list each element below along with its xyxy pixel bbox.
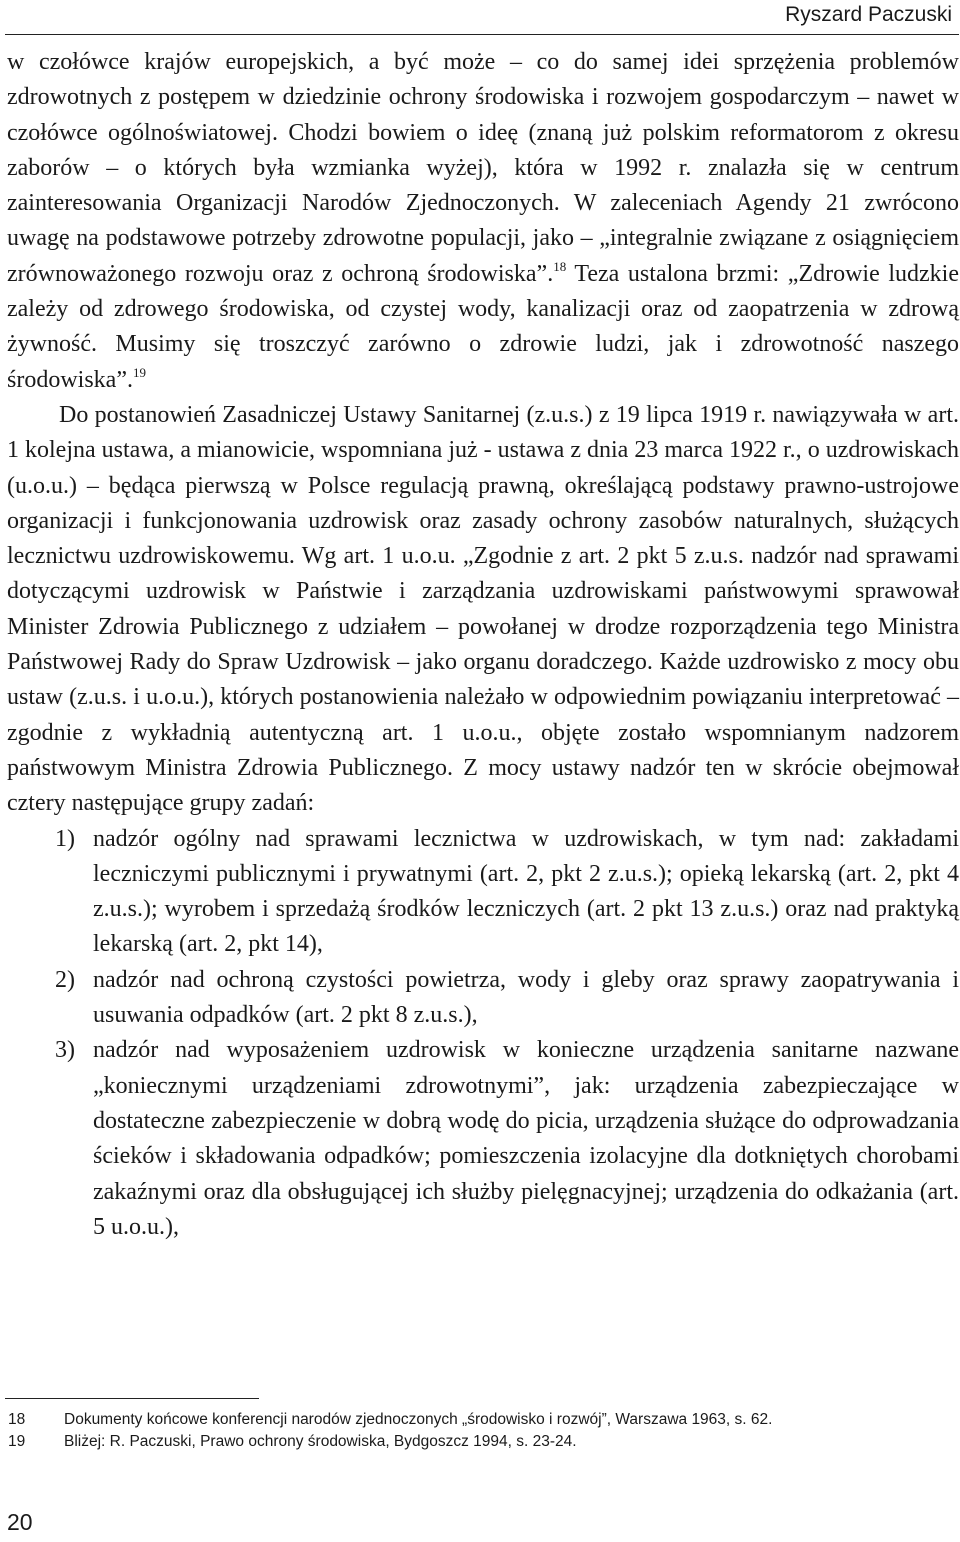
list-item-number: 2) [55, 966, 75, 993]
footnote-19 [8, 1431, 956, 1453]
task-list [7, 822, 959, 1246]
footnote-separator [5, 1398, 259, 1399]
footnote-text: Dokumenty końcowe konferencji narodów zjednoczonych „środowisko i rozwój”, Warszawa 1963, s. 62. [64, 1411, 773, 1428]
header-rule [5, 34, 959, 35]
paragraph-1-text-a: w czołówce krajów europejskich, a być może – co do samej idei sprzężenia problemów zdrowotnych z postępem w dziedzinie ochrony środowiska i rozwojem gospodarczym – nawet w czołówce ogólnoświatowej. Chodzi bowiem o ideę (znaną już polskim reformatorom z okresu zaborów – o których była wzmianka wyżej), która w 1992 r. znalazła się w centrum zainteresowania Organizacji Narodów Zjednoczonych. W zaleceniach Agendy 21 zwrócono uwagę na podstawowe potrzeby zdrowotne populacji, jako – „integralnie związane z osiągnięciem zrównoważonego rozwoju oraz z ochroną środowiska”. [7, 49, 959, 287]
list-item [55, 1033, 959, 1245]
list-item-text: nadzór nad ochroną czystości powietrza, wody i gleby oraz sprawy zaopatrywania i usuwania odpadków (art. 2 pkt 8 z.u.s.), [93, 966, 959, 1029]
list-item-text: nadzór nad wyposażeniem uzdrowisk w konieczne urządzenia sanitarne nazwane „koniecznymi urządzeniami zdrowotnymi”, jak: urządzenia zabezpieczające w dostateczne zabezpieczenie w dobrą wodę do picia, urządzenia służące do odprowadzania ścieków i składowania odpadków; pomieszczenia izolacyjne dla dotkniętych chorobami zakaźnymi oraz dla obsługującej ich służby pielęgnacyjnej; urządzenia do odkażania (art. 5 u.o.u.), [93, 1037, 959, 1240]
body-text [7, 45, 959, 1245]
footnote-number: 19 [8, 1433, 26, 1450]
footnote-ref-18[interactable]: 18 [553, 258, 567, 274]
footnote-18 [8, 1409, 956, 1431]
page-number: 20 [7, 1509, 33, 1535]
footnote-ref-19[interactable]: 19 [132, 364, 146, 380]
paragraph-2: Do postanowień Zasadniczej Ustawy Sanitarnej (z.u.s.) z 19 lipca 1919 r. nawiązywała w art. 1 kolejna ustawa, a mianowicie, wspomniana już - ustawa z dnia 23 marca 1922 r., o uzdrowiskach (u.o.u.) – będąca pierwszą w Polsce regulacją prawną, określającą podstawy prawno-ustrojowe organizacji i funkcjonowania uzdrowisk oraz zasady ochrony zasobów naturalnych, służących lecznictwu uzdrowiskowemu. Wg art. 1 u.o.u. „Zgodnie z art. 2 pkt 5 z.u.s. nadzór nad sprawami dotyczącymi uzdrowisk w Państwie i zarządzania uzdrowiskami państwowymi sprawował Minister Zdrowia Publicznego z udziałem – powołanej w drodze rozporządzenia tego Ministra Państwowej Rady do Spraw Uzdrowisk – jako organu doradczego. Każde uzdrowisko z mocy obu ustaw (z.u.s. i u.o.u.), których postanowienia należało w odpowiednim powiązaniu interpretować – zgodnie z wykładnią autentyczną art. 1 u.o.u., objęte zostało wspomnianym nadzorem państwowym Ministra Zdrowia Publicznego. Z mocy ustawy nadzór ten w skrócie obejmował cztery następujące grupy zadań: [7, 401, 959, 817]
footnote-number: 18 [8, 1411, 26, 1428]
list-item-number: 1) [55, 825, 75, 852]
paragraph-1-text-b: Teza ustalona brzmi: „Zdrowie ludzkie zależy od zdrowego środowiska, od czystej wody, kanalizacji oraz od zaopatrzenia w zdrową żywność. Musimy się troszczyć zarówno o zdrowie ludzi, jak i zdrowotność naszego środowiska”. [7, 260, 960, 393]
list-item-text: nadzór ogólny nad sprawami lecznictwa w uzdrowiskach, w tym nad: zakładami leczniczymi publicznymi i prywatnymi (art. 2, pkt 2 z.u.s.); opieką lekarską (art. 2, pkt 4 z.u.s.); wyrobem i sprzedażą środków leczniczych (art. 2 pkt 13 z.u.s.) oraz nad praktyką lekarską (art. 2, pkt 14), [93, 825, 959, 958]
footnotes [8, 1409, 956, 1453]
list-item [55, 963, 959, 1034]
list-item [55, 822, 959, 963]
footnote-text: Bliżej: R. Paczuski, Prawo ochrony środowiska, Bydgoszcz 1994, s. 23-24. [64, 1433, 577, 1450]
running-header-author: Ryszard Paczuski [785, 3, 952, 26]
paragraph-1 [7, 45, 959, 398]
list-item-number: 3) [55, 1037, 75, 1064]
